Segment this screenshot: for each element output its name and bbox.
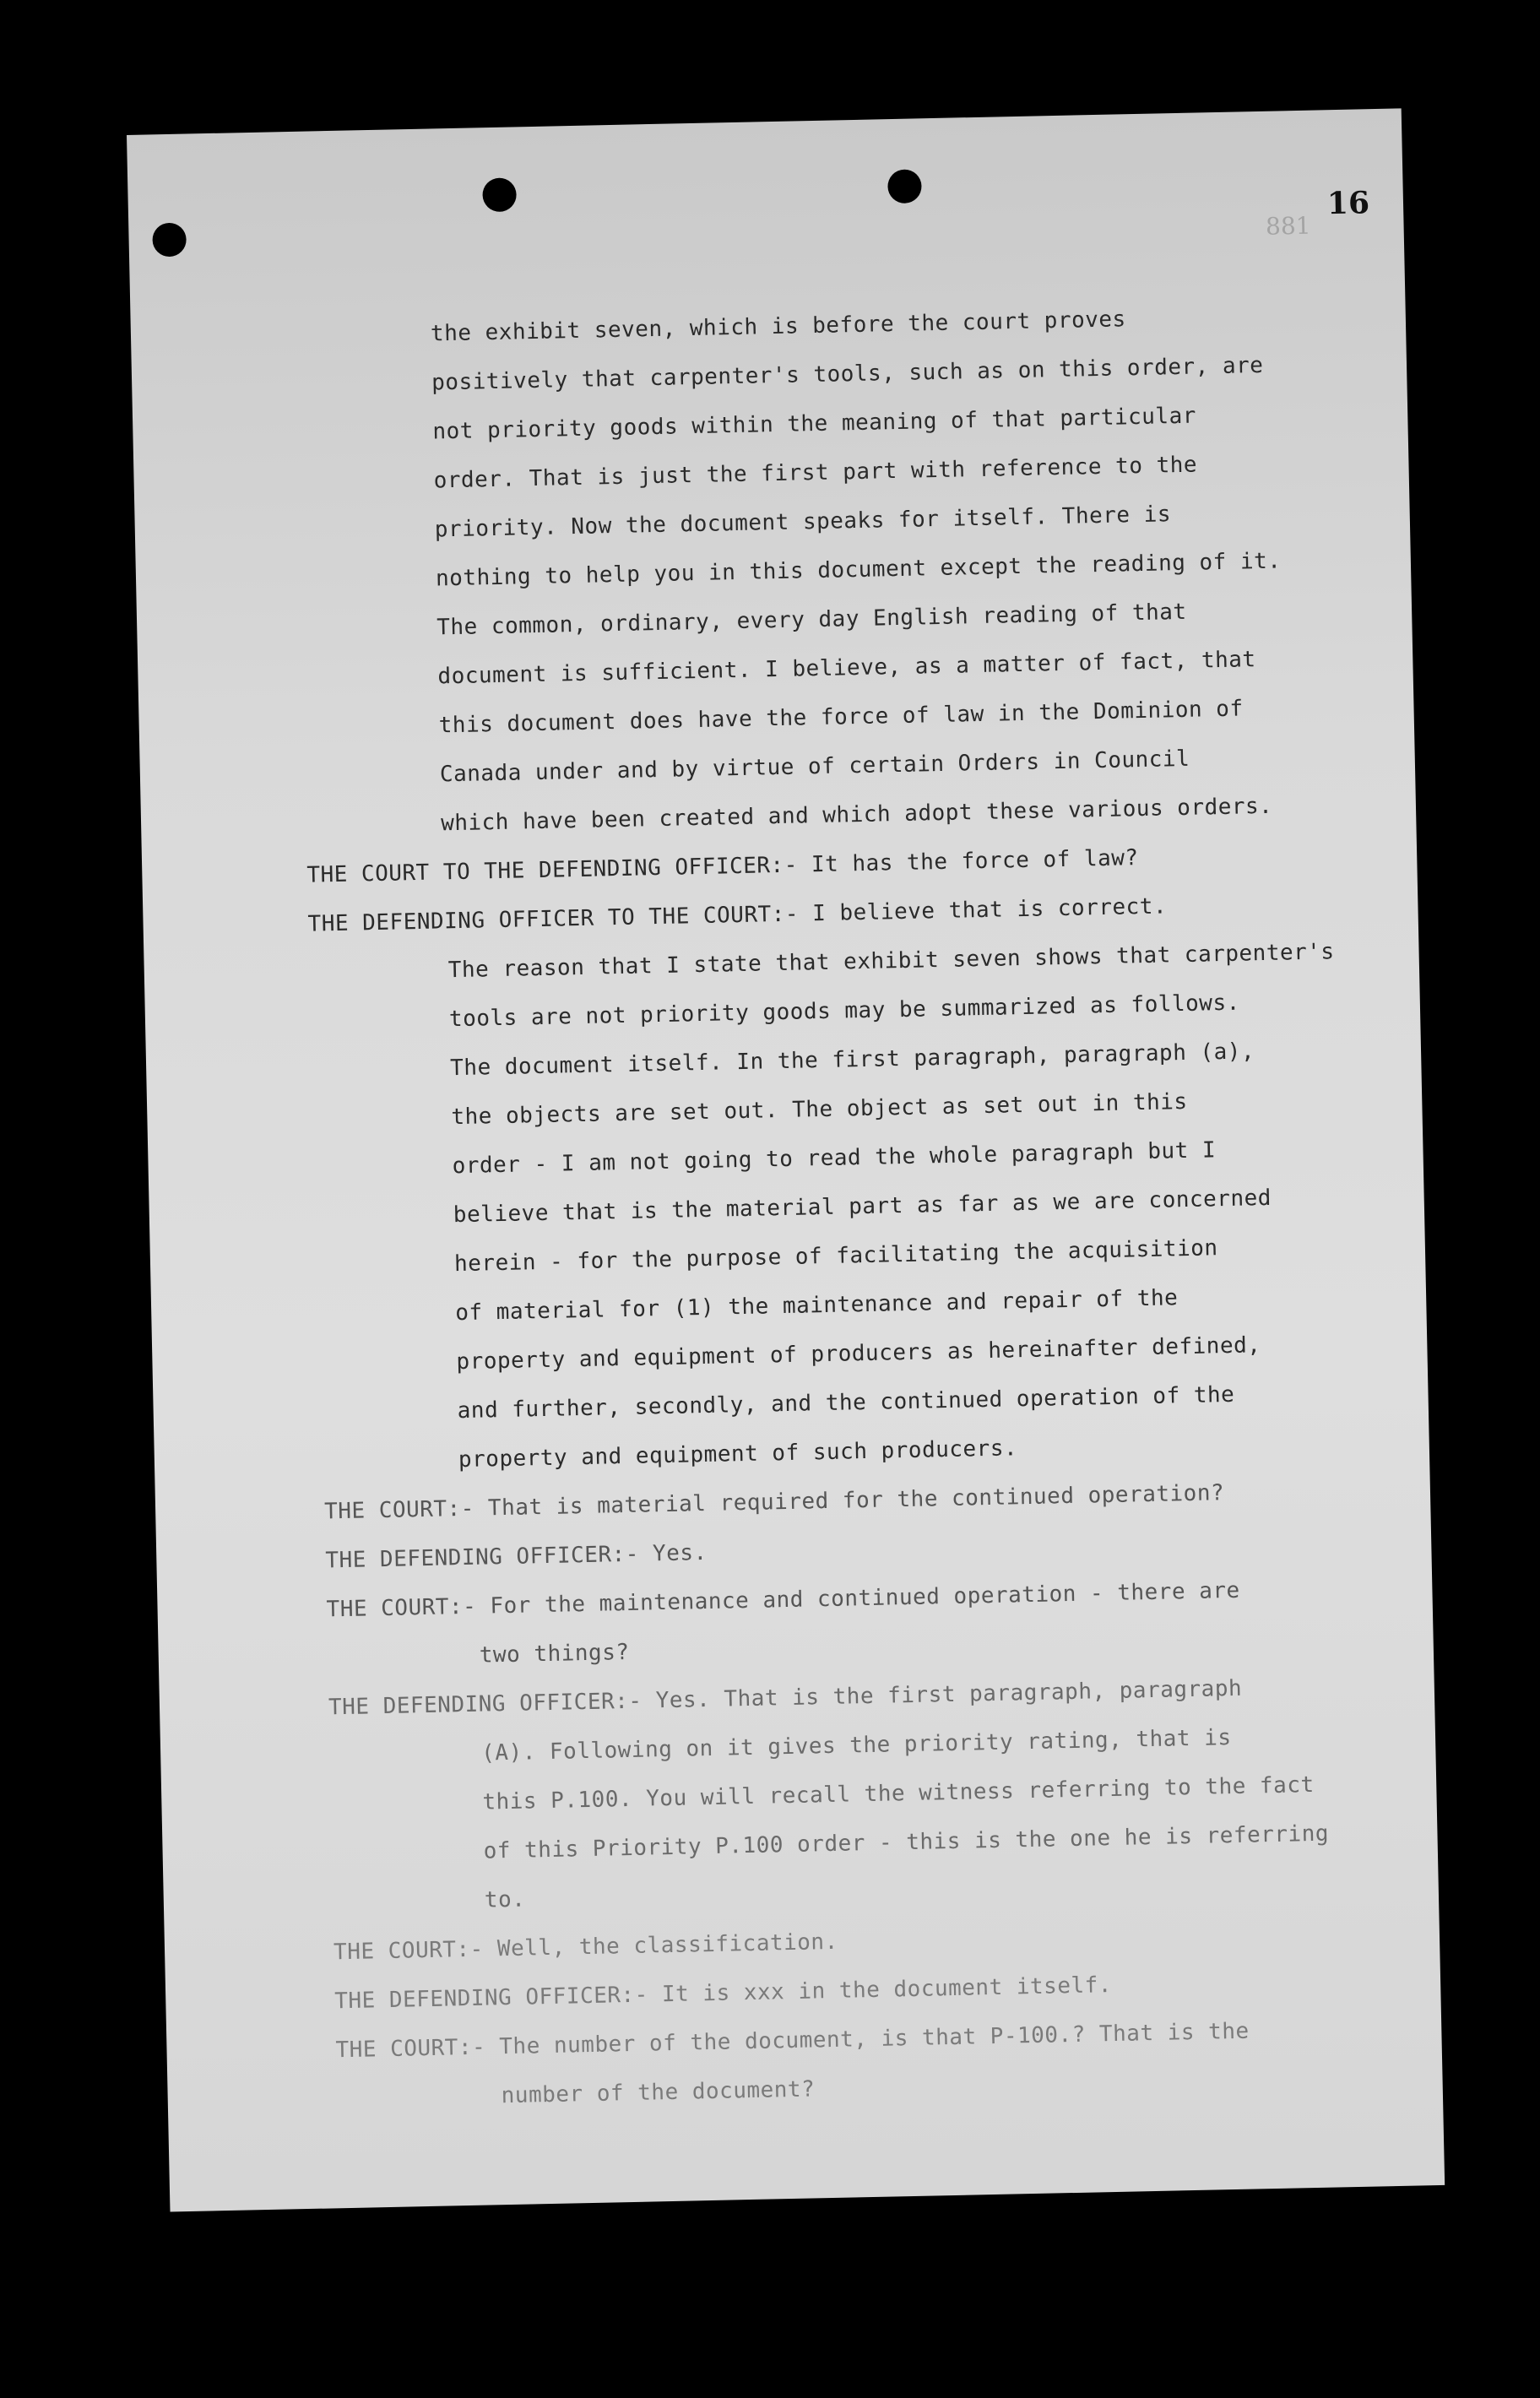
text-line: of material for (1) the maintenance and repair of the: [454, 1285, 1179, 1326]
speaker-line: THE DEFENDING OFFICER:- It is xxx in the document itself.: [334, 1972, 1113, 2015]
text-line: property and equipment of producers as hereinafter defined,: [456, 1332, 1261, 1375]
text-line: property and equipment of such producers.: [458, 1435, 1018, 1473]
document-page: [127, 108, 1445, 2211]
text-line: The common, ordinary, every day English reading of that: [436, 599, 1187, 641]
punch-hole-right: [887, 169, 922, 203]
text-line: The document itself. In the first paragraph, paragraph (a),: [449, 1039, 1255, 1082]
text-line: herein - for the purpose of facilitating the acquisition: [453, 1235, 1218, 1278]
text-line: order - I am not going to read the whole paragraph but I: [452, 1137, 1217, 1180]
text-line: number of the document?: [501, 2076, 816, 2109]
text-line: the objects are set out. The object as set out in this: [451, 1088, 1188, 1131]
text-line: believe that is the material part as far as we are concerned: [453, 1185, 1272, 1229]
punch-hole-left: [152, 223, 187, 258]
speaker-line: THE DEFENDING OFFICER TO THE COURT:- I believe that is correct.: [307, 893, 1168, 937]
text-line: this P.100. You will recall the witness referring to the fact: [482, 1771, 1315, 1815]
text-line: positively that carpenter's tools, such as on this order, are: [431, 352, 1264, 396]
page-number: 16: [1326, 185, 1370, 222]
stamp-mark: 881: [1265, 211, 1311, 241]
text-line: Canada under and by virtue of certain Orders in Council: [439, 746, 1190, 788]
speaker-line: THE COURT:- The number of the document, is that P-100.? That is the: [335, 2018, 1250, 2064]
speaker-line: THE COURT:- Well, the classification.: [333, 1929, 838, 1966]
text-line: which have been created and which adopt these various orders.: [440, 793, 1273, 837]
speaker-line: THE COURT TO THE DEFENDING OFFICER:- It has the force of law?: [306, 845, 1139, 888]
punch-hole-center: [482, 177, 517, 212]
text-line: tools are not priority goods may be summarized as follows.: [448, 990, 1241, 1033]
text-line: the exhibit seven, which is before the court proves: [430, 307, 1126, 347]
text-line: and further, secondly, and the continued operation of the: [457, 1381, 1235, 1424]
text-line: nothing to help you in this document except the reading of it.: [435, 548, 1282, 592]
text-line: two things?: [479, 1639, 630, 1668]
speaker-line: THE COURT:- For the maintenance and continued operation - there are: [326, 1577, 1240, 1623]
speaker-line: THE DEFENDING OFFICER:- Yes.: [325, 1539, 708, 1574]
text-line: priority. Now the document speaks for itself. There is: [434, 502, 1172, 543]
text-line: order. That is just the first part with reference to the: [433, 452, 1198, 494]
text-line: this document does have the force of law in the Dominion of: [438, 696, 1244, 739]
text-line: of this Priority P.100 order - this is the one he is referring: [483, 1820, 1330, 1864]
text-line: not priority goods within the meaning of that particular: [432, 403, 1197, 445]
text-line: (A). Following on it gives the priority rating, that is: [480, 1725, 1232, 1766]
speaker-line: THE COURT:- That is material required for the continued operation?: [323, 1480, 1225, 1525]
text-line: document is sufficient. I believe, as a matter of fact, that: [437, 647, 1256, 690]
text-line: to.: [484, 1886, 526, 1913]
speaker-line: THE DEFENDING OFFICER:- Yes. That is the first paragraph, paragraph: [328, 1675, 1243, 1721]
text-line: The reason that I state that exhibit seven shows that carpenter's: [447, 939, 1335, 984]
